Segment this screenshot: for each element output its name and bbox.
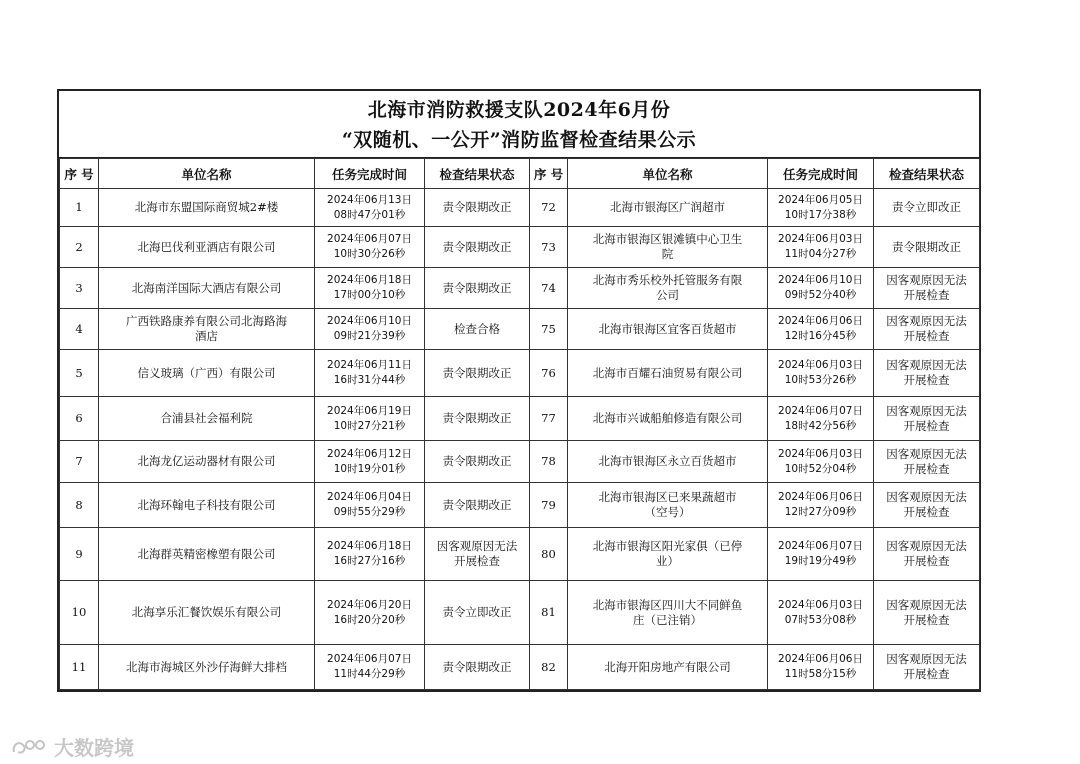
table-row (60, 441, 980, 483)
row-number: 73 (530, 227, 568, 268)
unit-name: 北海市银海区宜客百货超市 (568, 309, 768, 350)
unit-name: 合浦县社会福利院 (99, 397, 315, 441)
table-row (60, 189, 980, 227)
result-status: 因客观原因无法 开展检查 (874, 483, 980, 528)
completion-time: 2024年06月07日 19时19分49秒 (768, 528, 874, 581)
completion-time: 2024年06月06日 11时58分15秒 (768, 645, 874, 690)
result-status: 因客观原因无法 开展检查 (874, 441, 980, 483)
row-number: 11 (60, 645, 99, 690)
table-row (60, 350, 980, 397)
header-time-right: 任务完成时间 (768, 159, 874, 189)
table-row (60, 268, 980, 309)
row-number: 75 (530, 309, 568, 350)
completion-time: 2024年06月10日 09时21分39秒 (315, 309, 425, 350)
row-number: 9 (60, 528, 99, 581)
completion-time: 2024年06月03日 10时52分04秒 (768, 441, 874, 483)
completion-time: 2024年06月07日 10时30分26秒 (315, 227, 425, 268)
header-time: 任务完成时间 (315, 159, 425, 189)
completion-time: 2024年06月18日 16时27分16秒 (315, 528, 425, 581)
page-subtitle: “双随机、一公开”消防监督检查结果公示 (341, 129, 697, 151)
result-status: 检查合格 (425, 309, 530, 350)
row-number: 1 (60, 189, 99, 227)
completion-time: 2024年06月05日 10时17分38秒 (768, 189, 874, 227)
unit-name: 北海市银海区广润超市 (568, 189, 768, 227)
result-status: 因客观原因无法 开展检查 (874, 645, 980, 690)
unit-name: 北海市银海区已来果蔬超市 （空号） (568, 483, 768, 528)
result-status: 因客观原因无法 开展检查 (874, 528, 980, 581)
unit-name: 信义玻璃（广西）有限公司 (99, 350, 315, 397)
row-number: 3 (60, 268, 99, 309)
result-status: 责令立即改正 (425, 581, 530, 645)
row-number: 10 (60, 581, 99, 645)
table-row (60, 581, 980, 645)
row-number: 74 (530, 268, 568, 309)
result-status: 因客观原因无法 开展检查 (874, 350, 980, 397)
row-number: 2 (60, 227, 99, 268)
row-number: 5 (60, 350, 99, 397)
results-table (59, 158, 980, 690)
result-status: 责令限期改正 (425, 483, 530, 528)
completion-time: 2024年06月06日 12时27分09秒 (768, 483, 874, 528)
table-row (60, 528, 980, 581)
watermark-text: 大数跨境 (54, 736, 134, 760)
row-number: 77 (530, 397, 568, 441)
completion-time: 2024年06月11日 16时31分44秒 (315, 350, 425, 397)
result-status: 因客观原因无法 开展检查 (874, 397, 980, 441)
table-row (60, 483, 980, 528)
completion-time: 2024年06月07日 11时44分29秒 (315, 645, 425, 690)
result-status: 因客观原因无法 开展检查 (874, 581, 980, 645)
unit-name: 北海群英精密橡塑有限公司 (99, 528, 315, 581)
unit-name: 北海市兴诚船舶修造有限公司 (568, 397, 768, 441)
unit-name: 北海巴伐利亚酒店有限公司 (99, 227, 315, 268)
table-row (60, 645, 980, 690)
table-row (60, 227, 980, 268)
header-seq-right: 序 号 (530, 159, 568, 189)
unit-name: 北海市银海区四川大不同鲜鱼 庄（已注销） (568, 581, 768, 645)
unit-name: 北海市东盟国际商贸城2#楼 (99, 189, 315, 227)
unit-name: 北海开阳房地产有限公司 (568, 645, 768, 690)
row-number: 4 (60, 309, 99, 350)
unit-name: 北海市银海区永立百货超市 (568, 441, 768, 483)
unit-name: 北海市银海区银滩镇中心卫生 院 (568, 227, 768, 268)
completion-time: 2024年06月18日 17时00分10秒 (315, 268, 425, 309)
unit-name: 北海市银海区阳光家俱（已停 业） (568, 528, 768, 581)
completion-time: 2024年06月13日 08时47分01秒 (315, 189, 425, 227)
result-status: 责令限期改正 (425, 268, 530, 309)
unit-name: 北海龙亿运动器材有限公司 (99, 441, 315, 483)
brand-logo-icon (10, 736, 50, 758)
result-status: 因客观原因无法 开展检查 (874, 309, 980, 350)
completion-time: 2024年06月12日 10时19分01秒 (315, 441, 425, 483)
row-number: 81 (530, 581, 568, 645)
unit-name: 北海市秀乐校外托管服务有限 公司 (568, 268, 768, 309)
unit-name: 北海市海城区外沙仔海鲜大排档 (99, 645, 315, 690)
unit-name: 广西铁路康养有限公司北海路海 酒店 (99, 309, 315, 350)
unit-name: 北海享乐汇餐饮娱乐有限公司 (99, 581, 315, 645)
title-block (59, 91, 979, 158)
header-status-right: 检查结果状态 (874, 159, 980, 189)
header-row (60, 159, 980, 189)
row-number: 8 (60, 483, 99, 528)
header-status: 检查结果状态 (425, 159, 530, 189)
result-status: 责令立即改正 (874, 189, 980, 227)
row-number: 76 (530, 350, 568, 397)
result-status: 责令限期改正 (874, 227, 980, 268)
unit-name: 北海环翰电子科技有限公司 (99, 483, 315, 528)
row-number: 72 (530, 189, 568, 227)
result-status: 因客观原因无法 开展检查 (874, 268, 980, 309)
result-status: 责令限期改正 (425, 189, 530, 227)
watermark (10, 732, 134, 761)
result-status: 责令限期改正 (425, 227, 530, 268)
completion-time: 2024年06月19日 10时27分21秒 (315, 397, 425, 441)
table-row (60, 309, 980, 350)
row-number: 78 (530, 441, 568, 483)
completion-time: 2024年06月20日 16时20分20秒 (315, 581, 425, 645)
table-row (60, 397, 980, 441)
notice-sheet (57, 89, 981, 692)
header-seq: 序 号 (60, 159, 99, 189)
result-status: 责令限期改正 (425, 350, 530, 397)
row-number: 82 (530, 645, 568, 690)
result-status: 责令限期改正 (425, 645, 530, 690)
result-status: 因客观原因无法 开展检查 (425, 528, 530, 581)
result-status: 责令限期改正 (425, 441, 530, 483)
unit-name: 北海市百耀石油贸易有限公司 (568, 350, 768, 397)
completion-time: 2024年06月10日 09时52分40秒 (768, 268, 874, 309)
header-unit: 单位名称 (99, 159, 315, 189)
row-number: 7 (60, 441, 99, 483)
header-unit-right: 单位名称 (568, 159, 768, 189)
row-number: 79 (530, 483, 568, 528)
completion-time: 2024年06月06日 12时16分45秒 (768, 309, 874, 350)
row-number: 6 (60, 397, 99, 441)
unit-name: 北海南洋国际大酒店有限公司 (99, 268, 315, 309)
table-body (60, 189, 980, 690)
completion-time: 2024年06月03日 10时53分26秒 (768, 350, 874, 397)
result-status: 责令限期改正 (425, 397, 530, 441)
completion-time: 2024年06月03日 11时04分27秒 (768, 227, 874, 268)
row-number: 80 (530, 528, 568, 581)
page-title: 北海市消防救援支队2024年6月份 (367, 99, 671, 121)
completion-time: 2024年06月04日 09时55分29秒 (315, 483, 425, 528)
completion-time: 2024年06月07日 18时42分56秒 (768, 397, 874, 441)
completion-time: 2024年06月03日 07时53分08秒 (768, 581, 874, 645)
